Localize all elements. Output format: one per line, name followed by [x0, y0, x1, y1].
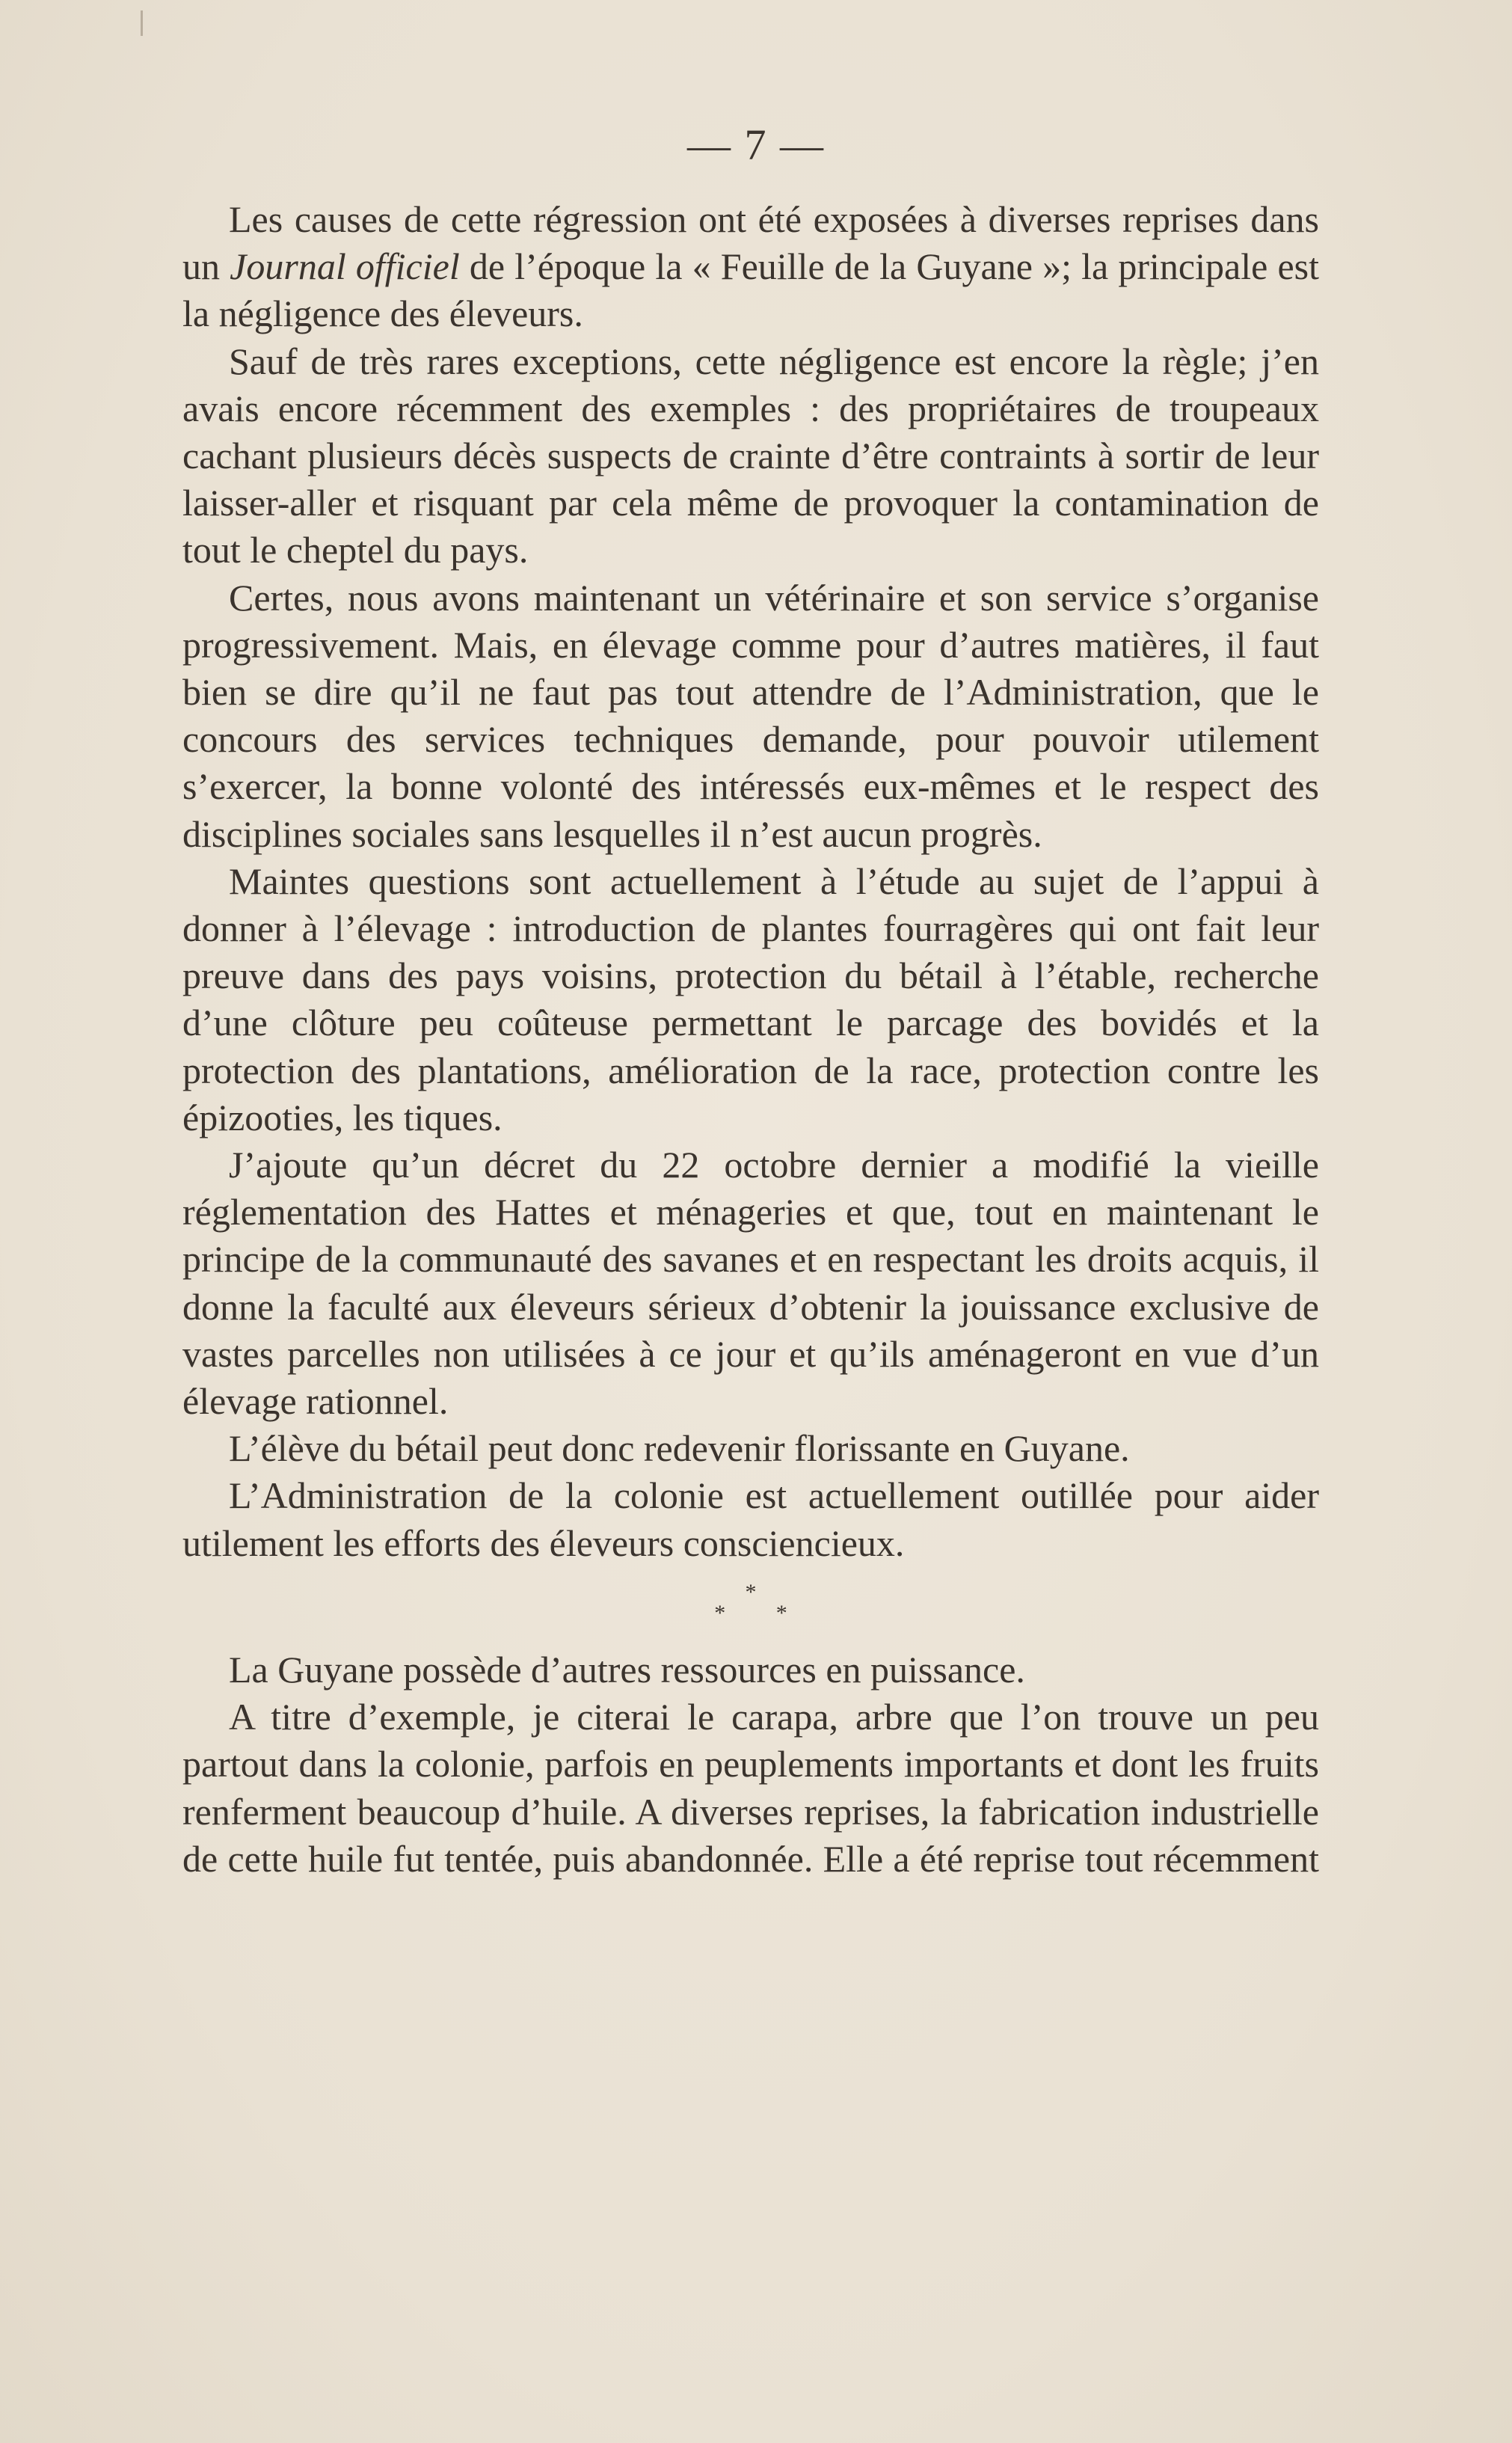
paragraph-ressources: La Guyane possède d’autres ressources en puissance.: [229, 1648, 1025, 1691]
page-number: — 7 —: [687, 120, 825, 169]
paragraph-causes-text-start: Les causes de cette régression ont été exposées à diverses reprises dans un: [182, 198, 1319, 288]
paragraph-carapa: A titre d’exemple, je citerai le carapa, arbre que l’on trouve un peu partout dans la colonie, parfois en peuplements importants et dont les fruits renferment beaucoup d’huile. A diverses reprises, la fabrication industrielle de cette huile fut tentée, puis abandonnée. Elle a été reprise tout récemment: [182, 1696, 1319, 1880]
asterism-top-star: *: [745, 1579, 757, 1604]
paragraph-causes-text-end: de l’époque la « Feuille de la Guyane »; la principale est la négligence des éleveurs.: [182, 245, 1320, 335]
journal-officiel-italic: Journal officiel: [230, 245, 460, 288]
scan-edge-mark: [141, 10, 143, 36]
section-separator-asterism: [182, 1579, 1319, 1625]
paragraph-causes: [182, 196, 1319, 338]
paragraph-betail: L’élève du bétail peut donc redevenir florissante en Guyane.: [229, 1427, 1130, 1470]
paragraph-veterinaire: Certes, nous avons maintenant un vétérinaire et son service s’organise progressivement. Mais, en élevage comme pour d’autres matières, il faut bien se dire qu’il ne faut pas tout attendre de l’Administration, que le concours des services techniques demande, pour pouvoir utilement s’exercer, la bonne volonté des intéressés eux-mêmes et le respect des disciplines sociales sans lesquelles il n’est aucun progrès.: [182, 576, 1319, 855]
paragraph-questions: Maintes questions sont actuellement à l’étude au sujet de l’appui à donner à l’élevage : introduction de plantes fourragères qui ont fait leur preuve dans des pays voisins, protection du bétail à l’étable, recherche d’une clôture peu coûteuse permettant le parcage des bovidés et la protection des plantations, amélioration de la race, protection contre les épizooties, les tiques.: [182, 859, 1319, 1138]
paragraph-negligence: Sauf de très rares exceptions, cette négligence est encore la règle; j’en avais encore récemment des exemples : des propriétaires de troupeaux cachant plusieurs décès suspects de crainte d’être contraints à sortir de leur laisser-aller et risquant par cela même de provoquer la contamination de tout le cheptel du pays.: [182, 340, 1319, 571]
body-text: [182, 196, 1319, 1883]
paragraph-administration: L’Administration de la colonie est actuellement outillée pour aider utilement les efforts des éleveurs consciencieux.: [182, 1474, 1319, 1564]
paragraph-decret: J’ajoute qu’un décret du 22 octobre dernier a modifié la vieille réglementation des Hattes et ménageries et que, tout en maintenant le principe de la communauté des savanes et en respectant les droits acquis, il donne la faculté aux éleveurs sérieux d’obtenir la jouissance exclusive de vastes parcelles non utilisées à ce jour et qu’ils aménageront en vue d’un élevage rationnel.: [182, 1144, 1319, 1423]
asterism-bottom-stars: * *: [714, 1600, 810, 1625]
